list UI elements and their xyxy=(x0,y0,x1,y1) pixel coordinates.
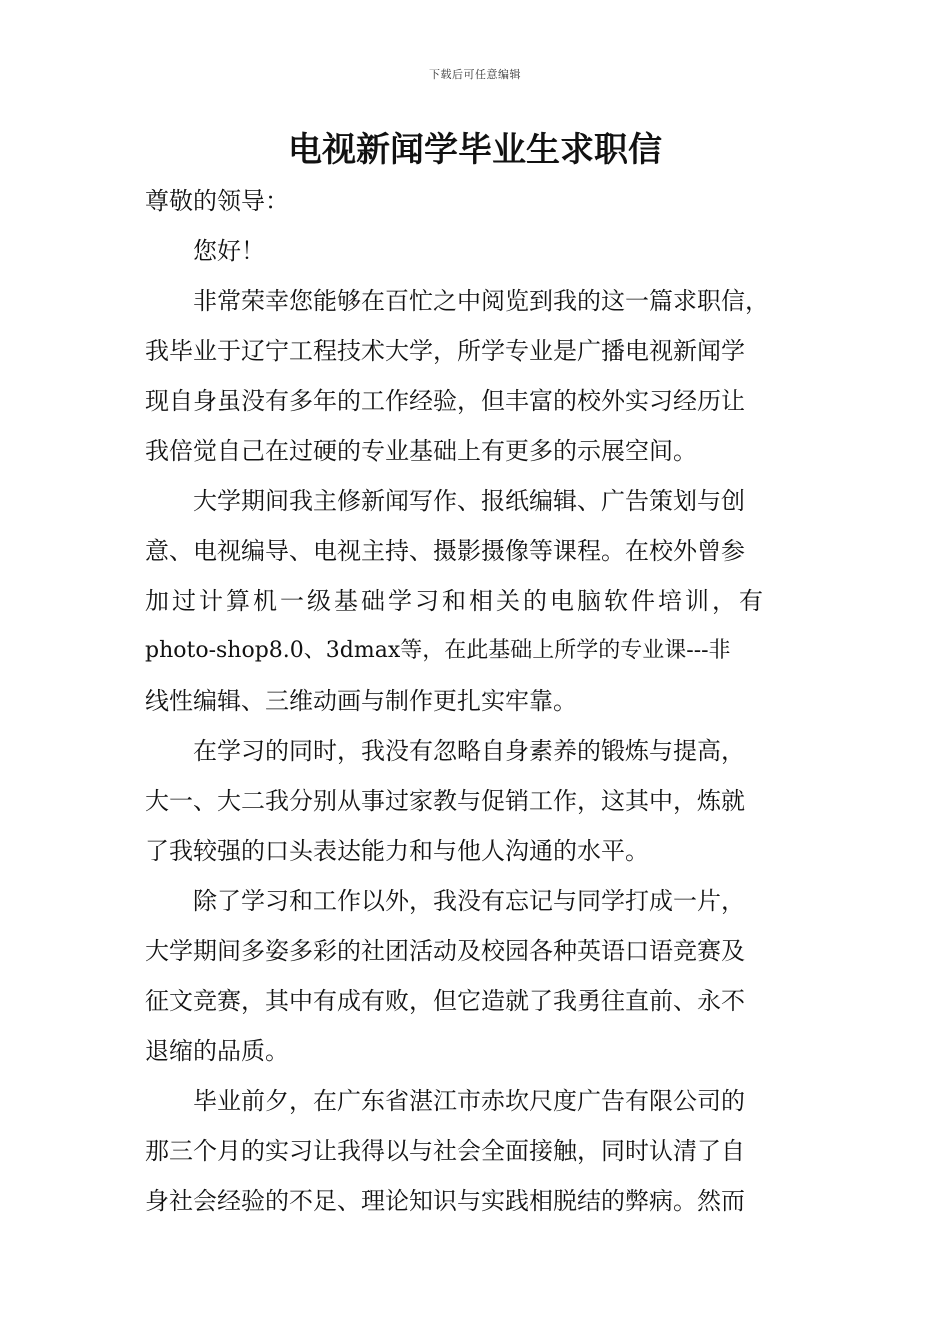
greeting: 您好！ xyxy=(193,237,265,265)
paragraph-line: 征文竞赛，其中有成有败，但它造就了我勇往直前、永不 xyxy=(145,987,745,1015)
document-title: 电视新闻学毕业生求职信 xyxy=(288,130,662,170)
paragraph-line: 大学期间多姿多彩的社团活动及校园各种英语口语竞赛及 xyxy=(145,937,745,965)
paragraph-line: 了我较强的口头表达能力和与他人沟通的水平。 xyxy=(145,837,649,865)
paragraph-line: 意、电视编导、电视主持、摄影摄像等课程。在校外曾参 xyxy=(145,537,745,565)
paragraph-line: 身社会经验的不足、理论知识与实践相脱结的弊病。然而 xyxy=(145,1187,745,1215)
paragraph-line: photo-shop8.0、3dmax等，在此基础上所学的专业课---非 xyxy=(145,638,731,663)
paragraph-line: 大一、大二我分别从事过家教与促销工作，这其中，炼就 xyxy=(145,787,745,815)
paragraph-line: 除了学习和工作以外，我没有忘记与同学打成一片， xyxy=(193,887,745,915)
paragraph-2 xyxy=(145,476,805,726)
paragraph-line: 现自身虽没有多年的工作经验，但丰富的校外实习经历让 xyxy=(145,387,745,415)
paragraph-line: 那三个月的实习让我得以与社会全面接触，同时认清了自 xyxy=(145,1137,745,1165)
paragraph-3 xyxy=(145,726,805,876)
header-note: 下载后可任意编辑 xyxy=(429,68,521,81)
paragraph-4 xyxy=(145,876,805,1076)
paragraph-5 xyxy=(145,1076,805,1226)
letter-body xyxy=(145,176,805,1226)
paragraph-line: 线性编辑、三维动画与制作更扎实牢靠。 xyxy=(145,687,577,715)
paragraph-line: 非常荣幸您能够在百忙之中阅览到我的这一篇求职信， xyxy=(193,287,769,315)
salutation: 尊敬的领导： xyxy=(145,187,289,215)
paragraph-line: 在学习的同时，我没有忽略自身素养的锻炼与提高， xyxy=(193,737,745,765)
paragraph-1 xyxy=(145,276,805,476)
paragraph-line: 毕业前夕，在广东省湛江市赤坎尺度广告有限公司的 xyxy=(193,1087,745,1115)
paragraph-line: 加过计算机一级基础学习和相关的电脑软件培训，有 xyxy=(145,587,766,615)
paragraph-line: 退缩的品质。 xyxy=(145,1037,289,1065)
paragraph-line: 大学期间我主修新闻写作、报纸编辑、广告策划与创 xyxy=(193,487,745,515)
paragraph-line: 我倍觉自己在过硬的专业基础上有更多的示展空间。 xyxy=(145,437,697,465)
paragraph-line: 我毕业于辽宁工程技术大学，所学专业是广播电视新闻学 xyxy=(145,337,745,365)
